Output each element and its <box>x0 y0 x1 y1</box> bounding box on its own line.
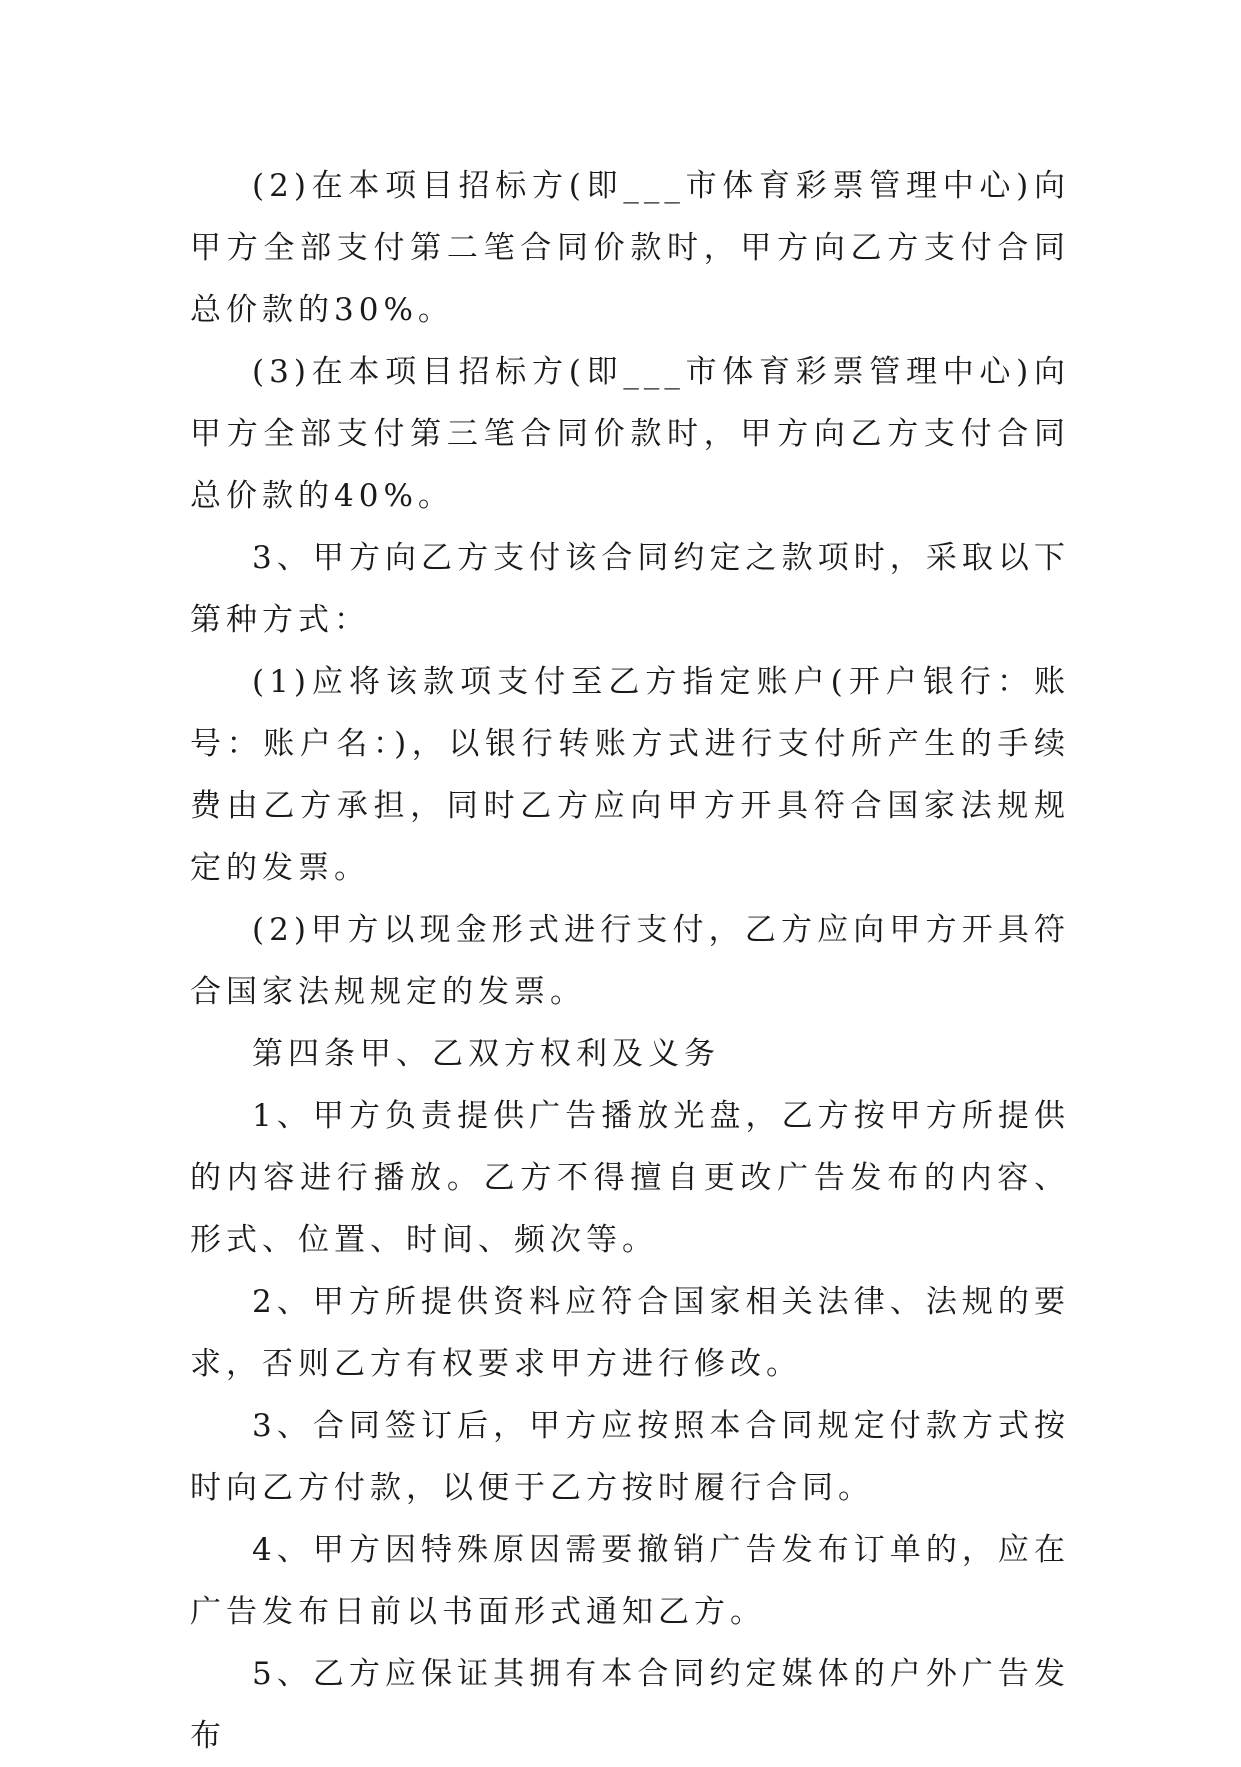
paragraph-payment-method: 3、甲方向乙方支付该合同约定之款项时，采取以下第种方式： <box>190 540 1070 638</box>
paragraph-bank-transfer: (1)应将该款项支付至乙方指定账户(开户银行：账号：账户名：)，以银行转账方式进行支付所产生的手续费由乙方承担，同时乙方应向甲方开具符合国家法规规定的发票。 <box>190 664 1070 886</box>
paragraph-obligation-5: 5、乙方应保证其拥有本合同约定媒体的户外广告发布 <box>190 1656 1070 1754</box>
paragraph-payment-2: (2)在本项目招标方(即___市体育彩票管理中心)向甲方全部支付第二笔合同价款时，甲方向乙方支付合同总价款的30%。 <box>190 168 1070 328</box>
section-heading-article-4: 第四条甲、乙双方权利及义务 <box>252 1036 720 1072</box>
paragraph-cash-payment: (2)甲方以现金形式进行支付，乙方应向甲方开具符合国家法规规定的发票。 <box>190 912 1070 1010</box>
paragraph-obligation-4: 4、甲方因特殊原因需要撤销广告发布订单的，应在广告发布日前以书面形式通知乙方。 <box>190 1532 1070 1630</box>
paragraph-obligation-2: 2、甲方所提供资料应符合国家相关法律、法规的要求，否则乙方有权要求甲方进行修改。 <box>190 1284 1070 1382</box>
paragraph-payment-3: (3)在本项目招标方(即___市体育彩票管理中心)向甲方全部支付第三笔合同价款时，甲方向乙方支付合同总价款的40%。 <box>190 354 1070 514</box>
document-body <box>190 155 1070 1767</box>
paragraph-obligation-3: 3、合同签订后，甲方应按照本合同规定付款方式按时向乙方付款，以便于乙方按时履行合同。 <box>190 1408 1070 1506</box>
paragraph-obligation-1: 1、甲方负责提供广告播放光盘，乙方按甲方所提供的内容进行播放。乙方不得擅自更改广告发布的内容、形式、位置、时间、频次等。 <box>190 1098 1070 1258</box>
